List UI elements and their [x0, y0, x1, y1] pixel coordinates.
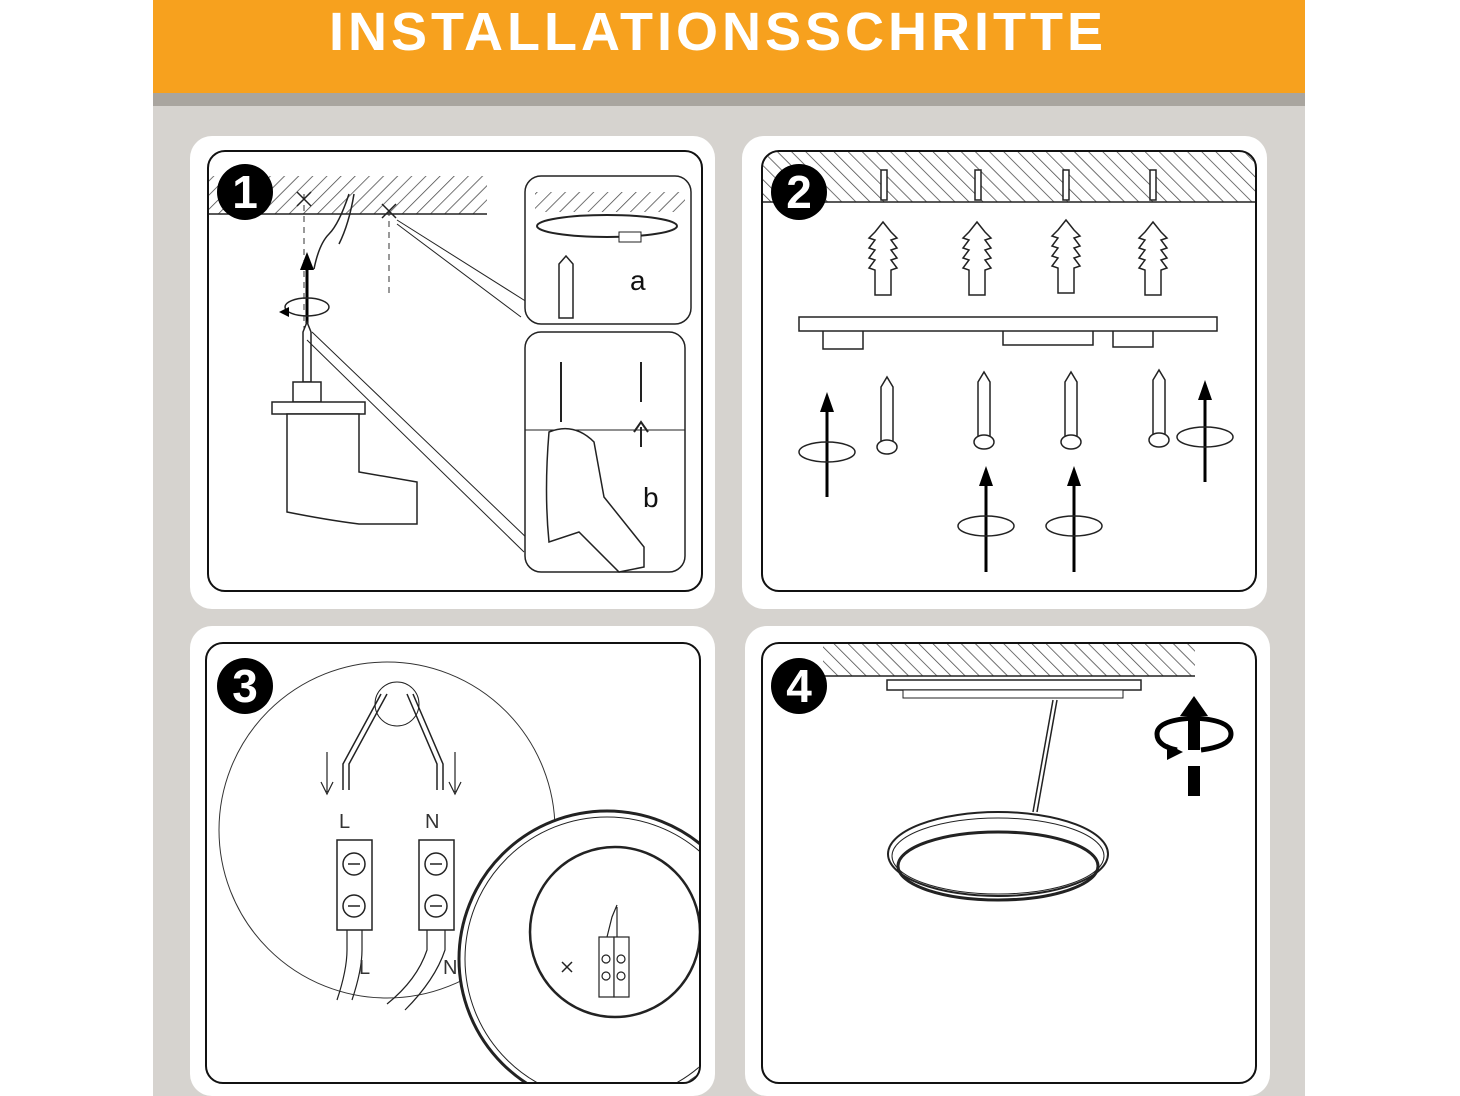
wire-label-n: N [425, 811, 440, 833]
step-3-badge: 3 [217, 658, 273, 714]
screws [877, 370, 1169, 454]
step-3-illustration [207, 644, 699, 1082]
step-2-panel [761, 150, 1257, 592]
wire-label-l: L [339, 811, 351, 833]
rotate-arrows [799, 380, 1233, 572]
mounting-plate [799, 317, 1217, 331]
connection-cable [1033, 700, 1053, 812]
step-2-illustration [763, 152, 1255, 590]
drill-bit [303, 322, 311, 382]
label-a: a [630, 265, 646, 296]
step-4-illustration [763, 644, 1255, 1082]
terminal-n [419, 840, 454, 930]
step-4-panel [761, 642, 1257, 1084]
mounting-plate [887, 680, 1141, 690]
terminal-l [337, 840, 372, 930]
wall-plugs [869, 220, 1167, 295]
anchor-a [559, 256, 573, 318]
step-1-illustration [209, 152, 701, 590]
ceiling [823, 644, 1195, 676]
step-1-panel [207, 150, 703, 592]
ceiling [763, 152, 1255, 202]
lamp-terminal [599, 937, 629, 997]
wire-label-n-bottom: N [443, 957, 458, 979]
step-1-badge: 1 [217, 164, 273, 220]
drill-body [287, 414, 417, 524]
step-4-badge: 4 [771, 658, 827, 714]
ceiling-lamp [888, 812, 1108, 896]
label-b: b [643, 482, 659, 513]
page-title: INSTALLATIONSSCHRITTE [329, 2, 1107, 62]
drill-head [272, 402, 365, 414]
step-2-badge: 2 [771, 164, 827, 220]
twist-lock-icon [1157, 696, 1231, 796]
wire-label-l-bottom: L [359, 957, 371, 979]
step-3-panel [205, 642, 701, 1084]
header-underline [153, 93, 1305, 106]
